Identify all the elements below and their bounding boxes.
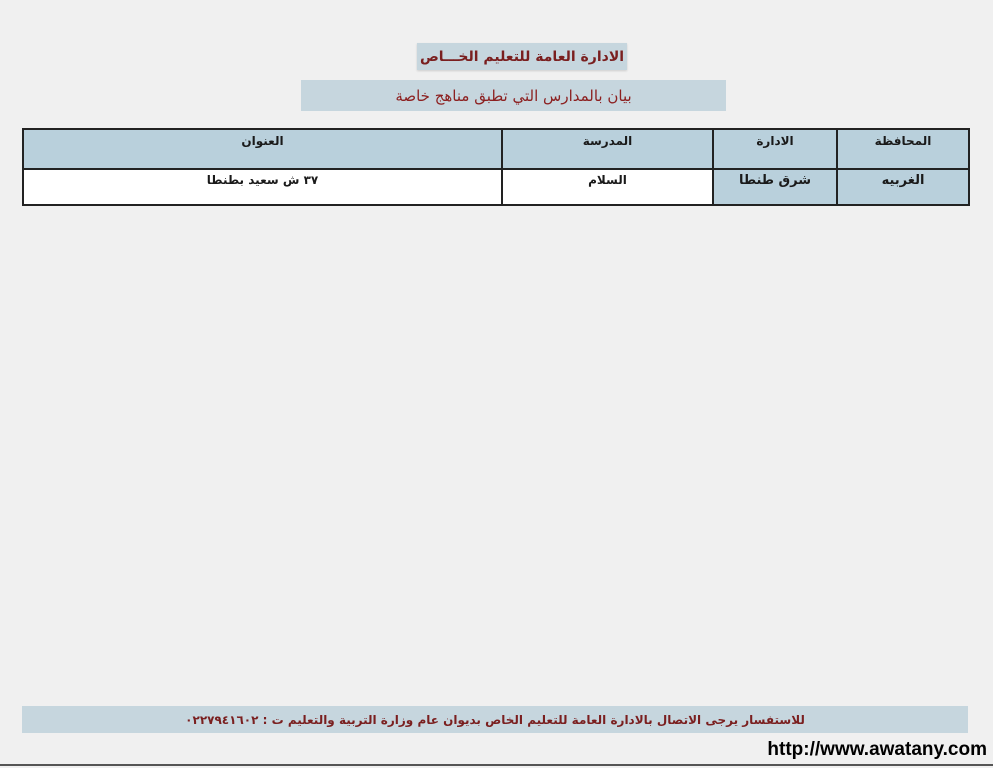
cell-address: ٣٧ ش سعيد بطنطا [23,169,502,205]
cell-governorate: الغربيه [837,169,969,205]
contact-footer: للاستفسار يرجى الاتصال بالادارة العامة للتعليم الخاص بديوان عام وزارة التربية والتعليم ت : ٠٢٢٧٩٤١٦٠٢ [22,706,968,733]
cell-school: السلام [502,169,713,205]
header-school: المدرسة [502,129,713,169]
cell-administration: شرق طنطا [713,169,837,205]
header-address: العنوان [23,129,502,169]
bottom-divider [0,764,993,766]
page-title: الادارة العامة للتعليم الخـــاص [417,43,627,70]
header-governorate: المحافظة [837,129,969,169]
page-subtitle: بيان بالمدارس التي تطبق مناهج خاصة [301,80,726,111]
schools-table [22,128,970,206]
website-watermark[interactable]: http://www.awatany.com [767,739,987,760]
header-administration: الادارة [713,129,837,169]
table-row [23,169,969,205]
table-header-row [23,129,969,169]
